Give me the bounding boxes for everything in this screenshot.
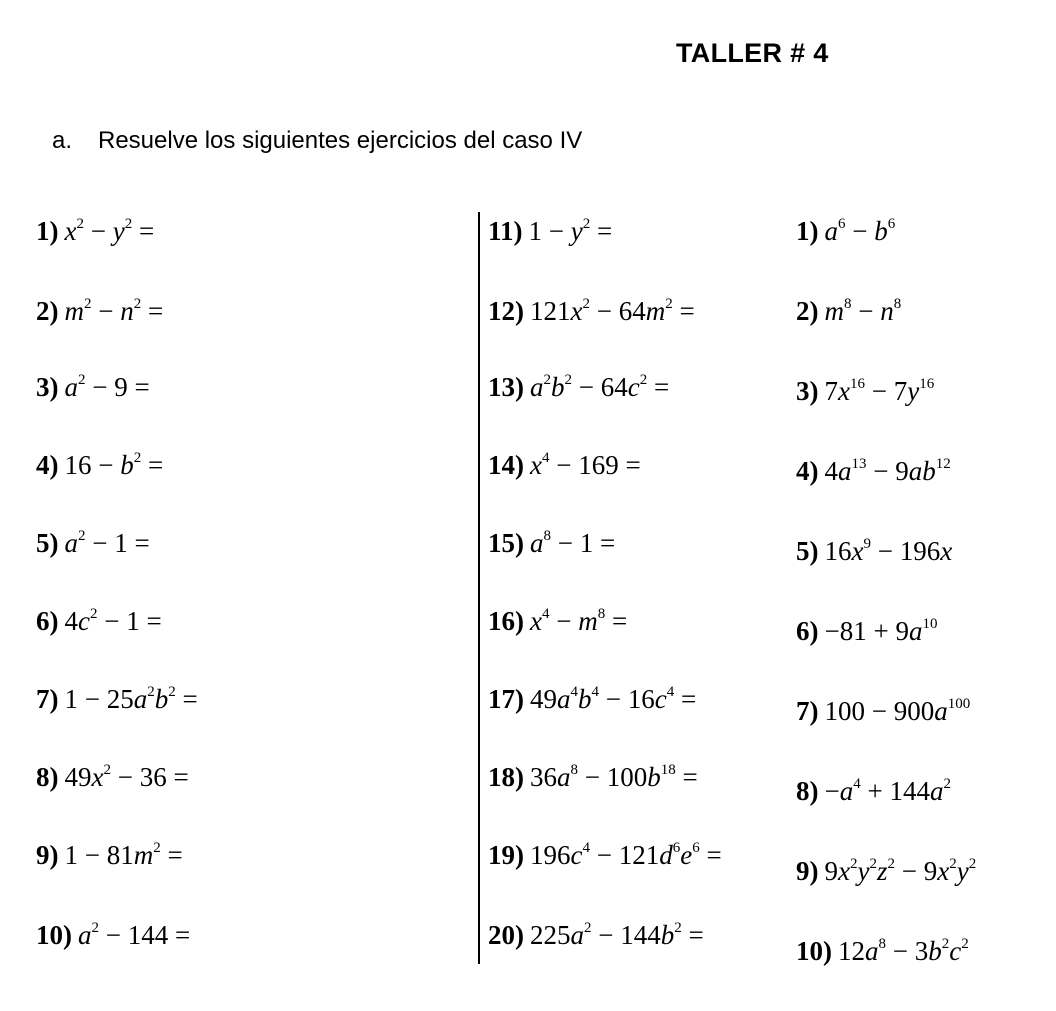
exercise-expression: $49a^4b^4 - 16c^4$ =: [530, 684, 697, 714]
instruction-text: Resuelve los siguientes ejercicios del caso IV: [98, 127, 583, 154]
exercise-expression: $12a^8 - 3b^2c^2$: [838, 936, 969, 966]
exercise-item: [488, 218, 612, 245]
exercise-number: 3): [36, 372, 59, 402]
exercise-expression: $225a^2 - 144b^2$ =: [530, 920, 704, 950]
exercise-item: [36, 842, 183, 869]
exercise-number: 20): [488, 920, 524, 950]
instruction-letter: a.: [52, 127, 73, 154]
exercise-item: [796, 938, 969, 965]
instruction: [52, 127, 582, 155]
exercise-number: 5): [796, 536, 819, 566]
exercise-number: 18): [488, 762, 524, 792]
exercise-number: 11): [488, 216, 523, 246]
exercise-number: 2): [796, 296, 819, 326]
exercise-number: 19): [488, 840, 524, 870]
exercise-number: 7): [796, 696, 819, 726]
exercise-item: [796, 378, 934, 405]
exercise-item: [488, 922, 704, 949]
exercise-item: [36, 298, 163, 325]
exercise-expression: $a^8 - 1$ =: [530, 528, 616, 558]
worksheet-title: TALLER # 4: [676, 38, 829, 68]
exercise-expression: $x^4 - 169$ =: [530, 450, 641, 480]
exercise-number: 2): [36, 296, 59, 326]
exercise-item: [36, 686, 198, 713]
exercise-expression: $9x^2y^2z^2 - 9x^2y^2$: [824, 856, 977, 886]
exercise-item: [796, 778, 951, 805]
exercise-expression: $a^2b^2 - 64c^2$ =: [530, 372, 670, 402]
exercise-expression: $-a^4 + 144a^2$: [824, 776, 951, 806]
exercise-expression: $100 - 900a^{100}$: [824, 696, 971, 726]
exercise-item: [36, 218, 154, 245]
exercise-item: [488, 298, 695, 325]
exercise-item: [796, 858, 976, 885]
exercise-number: 9): [796, 856, 819, 886]
exercise-number: 6): [36, 606, 59, 636]
exercise-expression: $a^6 - b^6$: [824, 216, 896, 246]
exercise-item: [488, 530, 615, 557]
exercise-expression: $1 - 81m^2$ =: [64, 840, 183, 870]
exercise-item: [796, 458, 951, 485]
exercise-expression: $4c^2 - 1$ =: [64, 606, 162, 636]
exercise-number: 8): [36, 762, 59, 792]
exercise-expression: $a^2 - 9$ =: [64, 372, 150, 402]
exercise-number: 14): [488, 450, 524, 480]
exercise-expression: $4a^{13} - 9ab^{12}$: [824, 456, 951, 486]
exercise-expression: $16x^9 - 196x$: [824, 536, 953, 566]
exercise-item: [36, 608, 162, 635]
exercise-item: [36, 764, 189, 791]
exercise-item: [488, 374, 669, 401]
exercise-number: 16): [488, 606, 524, 636]
exercise-expression: $x^2 - y^2$ =: [64, 216, 155, 246]
exercise-number: 12): [488, 296, 524, 326]
exercise-number: 17): [488, 684, 524, 714]
exercise-number: 6): [796, 616, 819, 646]
exercise-expression: $196c^4 - 121d^6e^6$ =: [530, 840, 722, 870]
exercise-number: 4): [36, 450, 59, 480]
exercise-number: 9): [36, 840, 59, 870]
exercise-item: [36, 452, 163, 479]
exercise-expression: $a^2 - 144$ =: [78, 920, 191, 950]
column-divider: [478, 212, 480, 964]
exercise-number: 3): [796, 376, 819, 406]
exercise-item: [488, 764, 698, 791]
exercise-expression: $36a^8 - 100b^{18}$ =: [530, 762, 698, 792]
exercise-expression: $m^2 - n^2$ =: [64, 296, 164, 326]
exercise-item: [488, 842, 722, 869]
exercise-expression: $x^4 - m^8$ =: [530, 606, 628, 636]
exercise-expression: $a^2 - 1$ =: [64, 528, 150, 558]
exercise-item: [488, 686, 696, 713]
exercise-expression: $1 - y^2$ =: [528, 216, 613, 246]
exercise-expression: $49x^2 - 36$ =: [64, 762, 189, 792]
exercise-item: [36, 922, 190, 949]
exercise-expression: $m^8 - n^8$: [824, 296, 902, 326]
exercise-number: 13): [488, 372, 524, 402]
exercise-number: 1): [36, 216, 59, 246]
exercise-expression: $1 - 25a^2b^2$ =: [64, 684, 198, 714]
exercise-item: [36, 530, 150, 557]
exercise-number: 4): [796, 456, 819, 486]
exercise-item: [796, 698, 970, 725]
exercise-number: 10): [36, 920, 72, 950]
exercise-expression: $7x^{16} - 7y^{16}$: [824, 376, 935, 406]
exercise-number: 7): [36, 684, 59, 714]
exercise-item: [36, 374, 150, 401]
exercise-number: 1): [796, 216, 819, 246]
exercise-expression: $-81 + 9a^{10}$: [824, 616, 938, 646]
exercise-item: [488, 452, 641, 479]
exercise-item: [796, 538, 952, 565]
exercise-item: [796, 298, 901, 325]
exercise-item: [796, 618, 937, 645]
exercise-number: 15): [488, 528, 524, 558]
exercise-number: 5): [36, 528, 59, 558]
exercise-expression: $121x^2 - 64m^2$ =: [530, 296, 695, 326]
exercise-item: [796, 218, 895, 245]
exercise-expression: $16 - b^2$ =: [64, 450, 164, 480]
exercise-number: 8): [796, 776, 819, 806]
exercise-number: 10): [796, 936, 832, 966]
exercise-item: [488, 608, 627, 635]
